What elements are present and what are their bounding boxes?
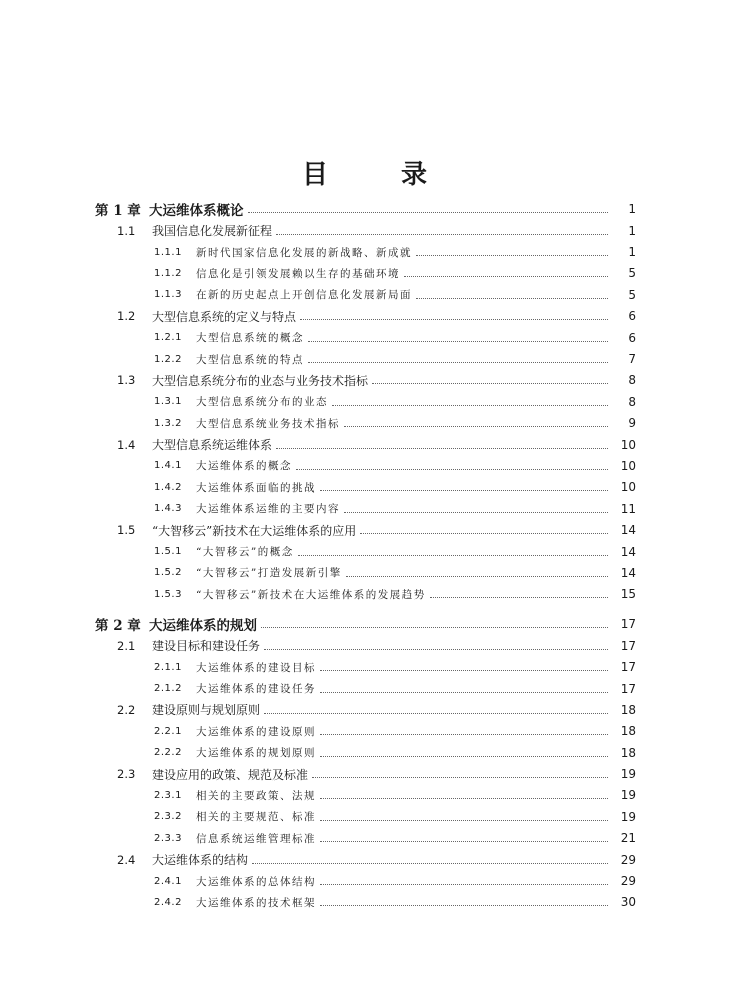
toc-entry-section[interactable] — [0, 220, 729, 241]
toc-entry-title: 大运维体系的结构 — [152, 853, 249, 868]
toc-entry-subsection[interactable] — [0, 892, 729, 913]
toc-entry-title: 大运维体系的技术框架 — [196, 896, 316, 909]
toc-entry-page-number: 1 — [628, 245, 636, 260]
toc-entry-number: 2.2.2 — [154, 747, 182, 759]
toc-entry-section[interactable] — [0, 434, 729, 455]
toc-entry-subsection[interactable] — [0, 721, 729, 742]
toc-entry-title: 大型信息系统业务技术指标 — [196, 417, 340, 430]
toc-entry-number: 1.1.3 — [154, 289, 182, 301]
toc-entry-section[interactable] — [0, 763, 729, 784]
toc-entry-number: 1.1.1 — [154, 246, 182, 258]
toc-entry-title: 建设目标和建设任务 — [152, 639, 261, 654]
toc-entry-number: 1.1.2 — [154, 267, 182, 279]
toc-entry-number: 1.2 — [117, 309, 136, 324]
toc-entry-page-number: 17 — [620, 681, 636, 696]
toc-entry-title: 大运维体系运维的主要内容 — [196, 503, 340, 516]
toc-entry-subsection[interactable] — [0, 828, 729, 849]
toc-entry-number: 1.4.1 — [154, 460, 182, 472]
toc-entry-subsection[interactable] — [0, 870, 729, 891]
toc-entry-page-number: 11 — [620, 501, 636, 516]
toc-entry-title: 大运维体系的建设任务 — [196, 683, 316, 695]
toc-entry-subsection[interactable] — [0, 263, 729, 284]
toc-entry-title: 相关的主要政策、法规 — [196, 789, 316, 802]
toc-entry-subsection[interactable] — [0, 455, 729, 476]
toc-entry-page-number: 1 — [628, 223, 636, 238]
toc-entry-number: 1.3.1 — [154, 396, 182, 408]
dot-leader — [248, 211, 609, 213]
toc-entry-number: 2.2.1 — [154, 725, 182, 737]
toc-entry-page-number: 29 — [620, 852, 636, 867]
toc-entry-page-number: 21 — [620, 831, 636, 846]
dot-leader — [264, 712, 608, 714]
toc-entry-section[interactable] — [0, 306, 729, 327]
toc-entry-subsection[interactable] — [0, 498, 729, 519]
dot-leader — [404, 275, 608, 277]
dot-leader — [430, 596, 608, 598]
dot-leader — [296, 468, 608, 470]
dot-leader — [320, 691, 608, 693]
toc-entry-title: 新时代国家信息化发展的新战略、新成就 — [196, 246, 412, 259]
toc-entry-title: 建设原则与规划原则 — [152, 703, 261, 718]
dot-leader — [332, 404, 608, 406]
toc-entry-subsection[interactable] — [0, 327, 729, 348]
toc-entry-page-number: 1 — [628, 202, 636, 216]
dot-leader — [344, 425, 608, 427]
toc-entry-title: 信息系统运维管理标准 — [196, 832, 316, 845]
table-of-contents — [0, 198, 729, 913]
dot-leader — [320, 797, 608, 799]
toc-entry-title: 大运维体系概论 — [149, 203, 244, 219]
dot-leader — [360, 532, 608, 534]
toc-entry-title: 在新的历史起点上开创信息化发展新局面 — [196, 289, 412, 302]
toc-entry-page-number: 18 — [620, 702, 636, 717]
toc-entry-number: 1.4.3 — [154, 503, 182, 515]
dot-leader — [320, 669, 608, 671]
toc-entry-number: 1.5.3 — [154, 588, 182, 600]
toc-entry-page-number: 17 — [620, 660, 636, 675]
dot-leader — [298, 554, 608, 556]
dot-leader — [252, 862, 608, 864]
toc-entry-subsection[interactable] — [0, 656, 729, 677]
toc-entry-subsection[interactable] — [0, 678, 729, 699]
toc-entry-number: 1.1 — [117, 223, 136, 238]
toc-entry-subsection[interactable] — [0, 348, 729, 369]
toc-entry-title: 大运维体系的总体结构 — [196, 875, 316, 888]
toc-entry-title: 大型信息系统的概念 — [196, 332, 304, 345]
toc-entry-number: 1.3.2 — [154, 417, 182, 429]
toc-entry-title: 大运维体系面临的挑战 — [196, 481, 316, 494]
toc-entry-title: 大运维体系的建设目标 — [196, 661, 316, 674]
dot-leader — [320, 489, 608, 491]
toc-entry-number: 2.2 — [117, 702, 136, 717]
toc-entry-title: “大智移云”的概念 — [196, 546, 294, 559]
toc-entry-number: 1.4.2 — [154, 481, 182, 493]
toc-entry-section[interactable] — [0, 699, 729, 720]
toc-entry-title: 相关的主要规范、标准 — [196, 811, 316, 824]
toc-entry-page-number: 10 — [620, 458, 636, 473]
dot-leader — [320, 755, 608, 757]
toc-entry-number: 1.5.1 — [154, 546, 182, 558]
toc-entry-page-number: 17 — [620, 638, 636, 653]
toc-entry-subsection[interactable] — [0, 742, 729, 763]
toc-entry-page-number: 15 — [620, 587, 636, 602]
toc-entry-title: 建设应用的政策、规范及标准 — [152, 767, 309, 782]
toc-entry-subsection[interactable] — [0, 584, 729, 605]
toc-entry-page-number: 29 — [620, 874, 636, 889]
toc-entry-number: 1.3 — [117, 373, 136, 388]
toc-entry-page-number: 8 — [628, 373, 636, 388]
toc-entry-number: 2.1.2 — [154, 683, 182, 694]
toc-entry-subsection[interactable] — [0, 806, 729, 827]
toc-entry-page-number: 19 — [620, 809, 636, 824]
toc-entry-page-number: 6 — [628, 309, 636, 324]
toc-entry-page-number: 10 — [620, 480, 636, 495]
toc-entry-title: 我国信息化发展新征程 — [152, 224, 273, 239]
toc-entry-title: 大运维体系的规划原则 — [196, 747, 316, 760]
toc-entry-page-number: 14 — [620, 544, 636, 559]
dot-leader — [372, 382, 608, 384]
toc-entry-title: 大型信息系统运维体系 — [152, 438, 273, 453]
toc-entry-number: 2.3.3 — [154, 832, 182, 844]
toc-entry-title: 大运维体系的概念 — [196, 460, 292, 473]
toc-entry-subsection[interactable] — [0, 241, 729, 262]
toc-entry-page-number: 5 — [628, 266, 636, 281]
toc-entry-title: “大智移云”新技术在大运维体系的应用 — [152, 523, 357, 538]
toc-entry-page-number: 14 — [620, 565, 636, 580]
dot-leader — [276, 447, 608, 449]
toc-entry-section[interactable] — [0, 635, 729, 656]
toc-entry-number: 1.2.2 — [154, 353, 182, 365]
toc-entry-title: 大型信息系统分布的业态 — [196, 396, 328, 409]
toc-entry-page-number: 10 — [620, 437, 636, 452]
toc-entry-subsection[interactable] — [0, 541, 729, 562]
dot-leader — [320, 733, 608, 735]
toc-entry-subsection[interactable] — [0, 562, 729, 583]
dot-leader — [344, 511, 608, 513]
toc-entry-number: 2.3.2 — [154, 811, 182, 823]
toc-entry-page-number: 19 — [620, 788, 636, 803]
toc-entry-title: 大运维体系的规划 — [149, 618, 257, 635]
toc-entry-number: 第 1 章 — [95, 203, 141, 219]
toc-entry-page-number: 8 — [628, 394, 636, 409]
dot-leader — [320, 904, 608, 906]
toc-entry-page-number: 18 — [620, 745, 636, 760]
toc-entry-number: 1.5.2 — [154, 567, 182, 579]
toc-entry-section[interactable] — [0, 519, 729, 540]
toc-entry-title: “大智移云”打造发展新引擎 — [196, 567, 342, 580]
toc-entry-title: 大型信息系统的特点 — [196, 353, 304, 366]
dot-leader — [276, 233, 608, 235]
toc-entry-number: 2.4.1 — [154, 875, 182, 887]
toc-entry-page-number: 19 — [620, 767, 636, 782]
toc-entry-chapter[interactable] — [0, 198, 729, 220]
toc-entry-page-number: 7 — [628, 352, 636, 367]
toc-entry-number: 第 2 章 — [95, 618, 141, 635]
toc-entry-title: 大型信息系统的定义与特点 — [152, 309, 297, 324]
toc-entry-number: 2.4.2 — [154, 896, 182, 908]
dot-leader — [416, 254, 608, 256]
toc-entry-title: 信息化是引领发展赖以生存的基础环境 — [196, 267, 400, 280]
toc-entry-number: 1.5 — [117, 523, 136, 538]
toc-entry-section[interactable] — [0, 370, 729, 391]
dot-leader — [346, 575, 608, 577]
toc-entry-page-number: 6 — [628, 330, 636, 345]
toc-entry-subsection[interactable] — [0, 284, 729, 305]
toc-entry-page-number: 17 — [620, 617, 636, 632]
toc-entry-number: 1.2.1 — [154, 332, 182, 344]
dot-leader — [320, 840, 608, 842]
toc-entry-chapter[interactable] — [0, 613, 729, 635]
dot-leader — [320, 819, 608, 821]
toc-entry-page-number: 18 — [620, 724, 636, 739]
dot-leader — [264, 648, 608, 650]
toc-entry-number: 2.3.1 — [154, 789, 182, 801]
toc-entry-title: “大智移云”新技术在大运维体系的发展趋势 — [196, 588, 426, 601]
dot-leader — [320, 883, 608, 885]
toc-entry-number: 2.3 — [117, 767, 136, 782]
toc-entry-subsection[interactable] — [0, 785, 729, 806]
toc-entry-page-number: 5 — [628, 287, 636, 302]
dot-leader — [312, 776, 608, 778]
toc-entry-subsection[interactable] — [0, 391, 729, 412]
toc-entry-title: 大运维体系的建设原则 — [196, 725, 316, 738]
toc-entry-subsection[interactable] — [0, 413, 729, 434]
toc-entry-section[interactable] — [0, 849, 729, 870]
toc-entry-number: 2.4 — [117, 852, 136, 867]
dot-leader — [300, 318, 608, 320]
dot-leader — [261, 626, 608, 628]
toc-entry-title: 大型信息系统分布的业态与业务技术指标 — [152, 373, 369, 388]
toc-entry-number: 2.1.1 — [154, 661, 182, 673]
toc-entry-page-number: 9 — [628, 416, 636, 431]
dot-leader — [308, 340, 608, 342]
toc-entry-subsection[interactable] — [0, 477, 729, 498]
dot-leader — [416, 297, 608, 299]
dot-leader — [308, 361, 608, 363]
page-title: 目 录 — [301, 160, 460, 190]
toc-entry-number: 2.1 — [117, 638, 136, 653]
toc-entry-page-number: 14 — [620, 523, 636, 538]
toc-entry-number: 1.4 — [117, 437, 136, 452]
toc-entry-page-number: 30 — [620, 895, 636, 910]
